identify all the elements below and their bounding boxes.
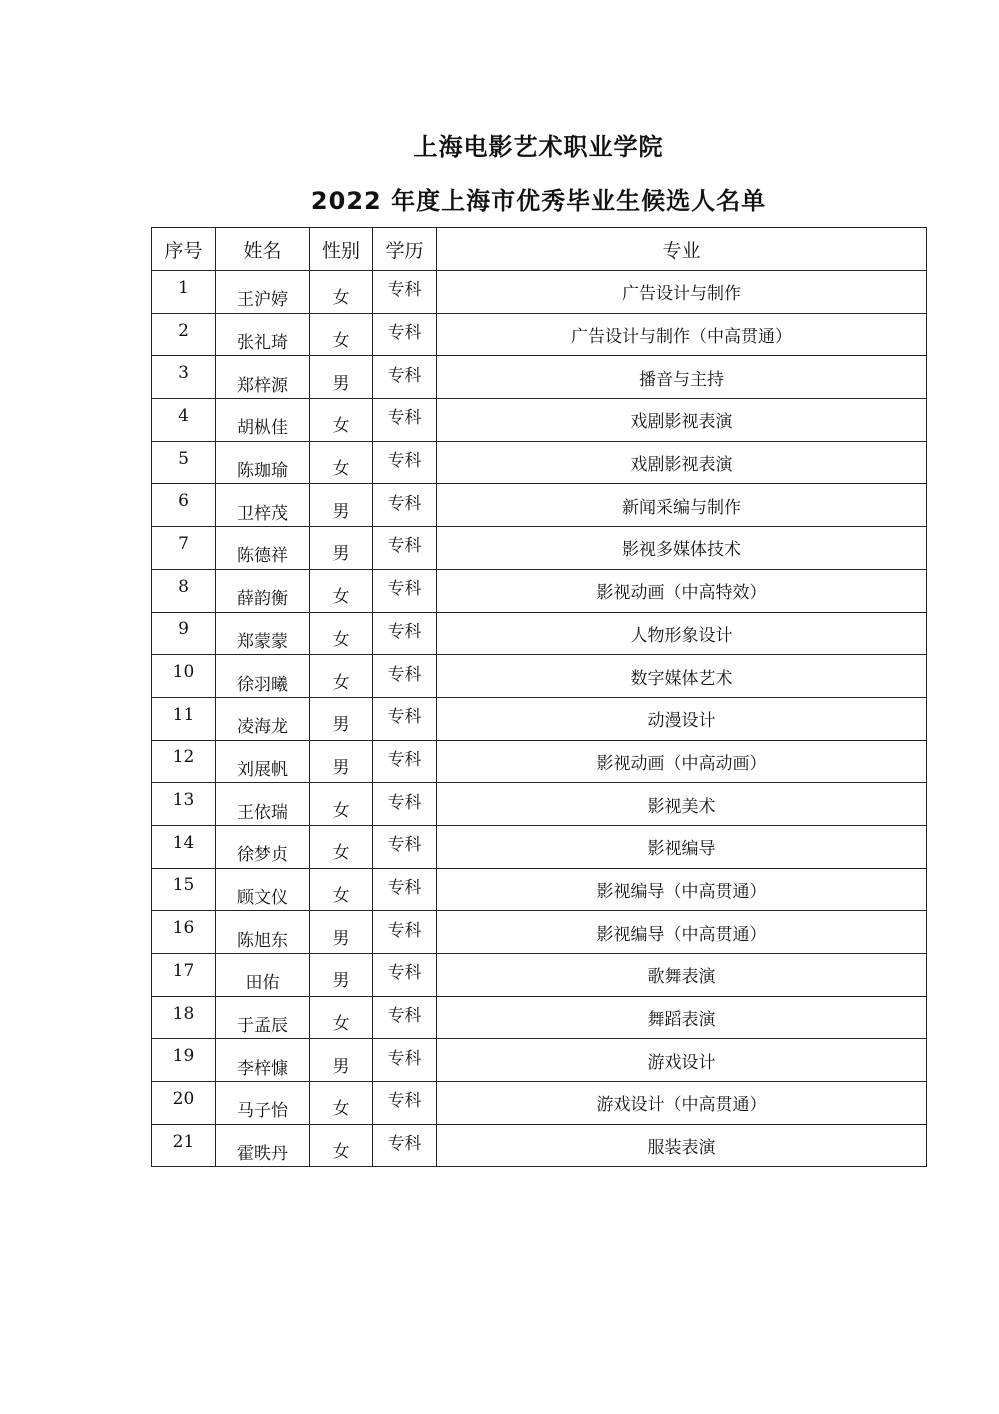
cell-major (437, 697, 927, 740)
cell-seq (152, 1039, 216, 1082)
cell-major-text: 影视动画（中高特效） (596, 583, 767, 604)
cell-name-text: 王依瑞 (237, 802, 288, 823)
cell-education (373, 740, 437, 783)
header-major: 专业 (437, 228, 927, 271)
cell-name (216, 612, 310, 655)
cell-education (373, 868, 437, 911)
cell-education (373, 271, 437, 314)
cell-gender-text: 女 (332, 587, 350, 608)
cell-gender (310, 1039, 373, 1082)
cell-name-text: 马子怡 (237, 1101, 288, 1122)
cell-major (437, 996, 927, 1039)
cell-name-text: 田佑 (245, 973, 280, 994)
cell-major-text: 游戏设计（中高贯通） (596, 1095, 767, 1116)
cell-seq-text: 20 (172, 1088, 195, 1109)
cell-education (373, 1082, 437, 1125)
cell-major (437, 740, 927, 783)
cell-gender (310, 825, 373, 868)
cell-major-text: 影视编导（中高贯通） (596, 881, 767, 902)
cell-seq (152, 527, 216, 570)
cell-education (373, 313, 437, 356)
cell-education (373, 655, 437, 698)
cell-name-text: 卫梓茂 (237, 503, 288, 524)
cell-major (437, 868, 927, 911)
cell-gender (310, 484, 373, 527)
cell-education (373, 1039, 437, 1082)
cell-seq-text: 18 (172, 1003, 195, 1024)
cell-major-text: 人物形象设计 (630, 625, 733, 646)
cell-seq (152, 356, 216, 399)
cell-major (437, 527, 927, 570)
cell-name (216, 399, 310, 442)
table-row (152, 996, 927, 1039)
cell-major-text: 影视多媒体技术 (622, 540, 741, 561)
cell-seq-text: 13 (172, 790, 195, 811)
cell-gender-text: 男 (332, 928, 350, 949)
cell-name-text: 王沪婷 (237, 290, 288, 311)
table-row (152, 825, 927, 868)
cell-seq-text: 10 (172, 662, 195, 683)
table-row (152, 1039, 927, 1082)
cell-gender-text: 男 (332, 1056, 350, 1077)
cell-education-text: 专科 (387, 408, 422, 429)
cell-gender (310, 441, 373, 484)
cell-education-text: 专科 (387, 664, 422, 685)
cell-name-text: 郑梓源 (237, 375, 288, 396)
cell-major-text: 影视美术 (647, 796, 716, 817)
cell-name-text: 凌海龙 (237, 717, 288, 738)
cell-education-text: 专科 (387, 323, 422, 344)
cell-seq (152, 441, 216, 484)
cell-major-text: 影视编导（中高贯通） (596, 924, 767, 945)
cell-education-text: 专科 (387, 1134, 422, 1155)
cell-name-text: 郑蒙蒙 (237, 631, 288, 652)
cell-education-text: 专科 (387, 451, 422, 472)
cell-name-text: 于孟辰 (237, 1016, 288, 1037)
cell-major-text: 影视编导 (647, 839, 716, 860)
cell-education (373, 1124, 437, 1167)
cell-seq-text: 11 (172, 704, 195, 725)
cell-name (216, 527, 310, 570)
cell-major-text: 戏剧影视表演 (630, 412, 733, 433)
cell-education (373, 569, 437, 612)
cell-major (437, 313, 927, 356)
cell-seq (152, 1082, 216, 1125)
cell-education-text: 专科 (387, 579, 422, 600)
table-row (152, 569, 927, 612)
cell-seq (152, 1124, 216, 1167)
header-seq: 序号 (152, 228, 216, 271)
table-row (152, 612, 927, 655)
cell-education-text: 专科 (387, 1091, 422, 1112)
cell-gender-text: 男 (332, 971, 350, 992)
cell-education (373, 484, 437, 527)
cell-major (437, 954, 927, 997)
cell-seq (152, 697, 216, 740)
cell-name-text: 陈珈瑜 (237, 461, 288, 482)
cell-education (373, 399, 437, 442)
cell-seq (152, 484, 216, 527)
cell-education-text: 专科 (387, 536, 422, 557)
cell-education-text: 专科 (387, 920, 422, 941)
cell-major-text: 广告设计与制作 (622, 284, 741, 305)
cell-major-text: 歌舞表演 (647, 967, 716, 988)
cell-major-text: 新闻采编与制作 (622, 497, 741, 518)
table-row (152, 954, 927, 997)
cell-seq (152, 996, 216, 1039)
cell-major (437, 825, 927, 868)
cell-education (373, 612, 437, 655)
cell-gender (310, 612, 373, 655)
cell-major (437, 441, 927, 484)
cell-seq (152, 740, 216, 783)
cell-seq (152, 313, 216, 356)
cell-major-text: 数字媒体艺术 (630, 668, 733, 689)
cell-major (437, 1124, 927, 1167)
cell-major-text: 影视动画（中高动画） (596, 753, 767, 774)
table-row (152, 1124, 927, 1167)
cell-gender (310, 527, 373, 570)
cell-gender-text: 女 (332, 331, 350, 352)
cell-seq-text: 15 (172, 875, 195, 896)
cell-education-text: 专科 (387, 493, 422, 514)
table-row (152, 1082, 927, 1125)
cell-seq-text: 6 (178, 491, 189, 512)
cell-gender (310, 569, 373, 612)
table-row (152, 313, 927, 356)
cell-seq-text: 9 (178, 619, 189, 640)
cell-gender (310, 697, 373, 740)
cell-major (437, 399, 927, 442)
cell-education (373, 356, 437, 399)
cell-education (373, 697, 437, 740)
cell-seq (152, 655, 216, 698)
cell-gender-text: 女 (332, 416, 350, 437)
cell-seq (152, 271, 216, 314)
cell-education (373, 783, 437, 826)
cell-seq-text: 2 (178, 320, 189, 341)
cell-seq-text: 14 (172, 832, 195, 853)
cell-seq-text: 12 (172, 747, 195, 768)
cell-name (216, 740, 310, 783)
cell-gender-text: 男 (332, 757, 350, 778)
cell-name (216, 271, 310, 314)
cell-name (216, 825, 310, 868)
cell-name (216, 1082, 310, 1125)
cell-education-text: 专科 (387, 365, 422, 386)
cell-major (437, 569, 927, 612)
cell-name (216, 783, 310, 826)
cell-major-text: 戏剧影视表演 (630, 455, 733, 476)
cell-seq-text: 17 (172, 960, 195, 981)
candidate-table (151, 227, 927, 1167)
cell-seq-text: 7 (178, 533, 189, 554)
cell-major (437, 1082, 927, 1125)
cell-name-text: 霍昳丹 (237, 1144, 288, 1165)
header-education: 学历 (373, 228, 437, 271)
cell-gender-text: 女 (332, 459, 350, 480)
document-title: 上海电影艺术职业学院 (413, 133, 664, 161)
table-row (152, 527, 927, 570)
cell-seq-text: 16 (172, 918, 195, 939)
cell-seq (152, 868, 216, 911)
table-body (152, 271, 927, 1167)
table-row (152, 697, 927, 740)
table-row (152, 484, 927, 527)
cell-major-text: 广告设计与制作（中高贯通） (571, 327, 792, 348)
cell-education-text: 专科 (387, 1006, 422, 1027)
cell-seq (152, 612, 216, 655)
cell-seq-text: 4 (178, 405, 189, 426)
cell-gender (310, 868, 373, 911)
cell-major-text: 服装表演 (647, 1138, 716, 1159)
cell-gender-text: 女 (332, 1099, 350, 1120)
cell-gender (310, 1082, 373, 1125)
cell-education-text: 专科 (387, 621, 422, 642)
cell-gender-text: 男 (332, 373, 350, 394)
cell-education-text: 专科 (387, 1048, 422, 1069)
table-row (152, 356, 927, 399)
cell-name-text: 胡枞佳 (237, 418, 288, 439)
cell-name (216, 911, 310, 954)
cell-gender-text: 男 (332, 715, 350, 736)
cell-name-text: 陈旭东 (237, 930, 288, 951)
table-row (152, 868, 927, 911)
cell-seq-text: 3 (178, 363, 189, 384)
cell-gender (310, 356, 373, 399)
table-header-row (152, 228, 927, 271)
document-subtitle: 2022 年度上海市优秀毕业生候选人名单 (310, 187, 767, 215)
cell-name (216, 996, 310, 1039)
cell-name-text: 徐羽曦 (237, 674, 288, 695)
cell-education (373, 441, 437, 484)
header-gender: 性别 (310, 228, 373, 271)
table-row (152, 783, 927, 826)
cell-gender-text: 女 (332, 288, 350, 309)
cell-gender (310, 313, 373, 356)
cell-name (216, 697, 310, 740)
cell-name (216, 569, 310, 612)
cell-education (373, 825, 437, 868)
cell-seq-text: 5 (178, 448, 189, 469)
cell-major (437, 612, 927, 655)
header-name: 姓名 (216, 228, 310, 271)
cell-gender (310, 740, 373, 783)
cell-name (216, 484, 310, 527)
cell-education-text: 专科 (387, 835, 422, 856)
cell-seq (152, 783, 216, 826)
cell-gender-text: 男 (332, 544, 350, 565)
cell-name (216, 868, 310, 911)
cell-name (216, 356, 310, 399)
cell-gender-text: 女 (332, 885, 350, 906)
cell-gender-text: 女 (332, 843, 350, 864)
cell-seq (152, 954, 216, 997)
cell-education-text: 专科 (387, 749, 422, 770)
cell-name (216, 441, 310, 484)
table-row (152, 740, 927, 783)
cell-name-text: 顾文仪 (237, 887, 288, 908)
cell-seq (152, 825, 216, 868)
cell-education-text: 专科 (387, 877, 422, 898)
cell-major (437, 271, 927, 314)
cell-name-text: 张礼琦 (237, 333, 288, 354)
cell-major (437, 783, 927, 826)
cell-major (437, 356, 927, 399)
cell-education (373, 527, 437, 570)
cell-education-text: 专科 (387, 963, 422, 984)
cell-name-text: 李梓慷 (237, 1058, 288, 1079)
cell-education (373, 911, 437, 954)
cell-education-text: 专科 (387, 707, 422, 728)
cell-seq (152, 911, 216, 954)
cell-name (216, 954, 310, 997)
table-row (152, 271, 927, 314)
cell-education (373, 954, 437, 997)
cell-name-text: 刘展帆 (237, 759, 288, 780)
cell-name (216, 313, 310, 356)
cell-name (216, 655, 310, 698)
table-row (152, 441, 927, 484)
cell-name-text: 陈德祥 (237, 546, 288, 567)
cell-gender (310, 399, 373, 442)
cell-gender-text: 女 (332, 1014, 350, 1035)
cell-major-text: 游戏设计 (647, 1052, 716, 1073)
cell-major-text: 播音与主持 (639, 369, 724, 390)
cell-gender (310, 655, 373, 698)
cell-gender (310, 996, 373, 1039)
cell-gender (310, 954, 373, 997)
cell-major-text: 动漫设计 (647, 711, 716, 732)
cell-seq-text: 1 (178, 277, 189, 298)
cell-name (216, 1124, 310, 1167)
cell-major (437, 1039, 927, 1082)
table-row (152, 655, 927, 698)
cell-major (437, 911, 927, 954)
cell-gender-text: 女 (332, 800, 350, 821)
cell-seq-text: 19 (172, 1046, 195, 1067)
cell-name-text: 薛韵衡 (237, 589, 288, 610)
cell-gender-text: 女 (332, 1142, 350, 1163)
cell-gender-text: 女 (332, 629, 350, 650)
cell-gender-text: 男 (332, 501, 350, 522)
cell-gender-text: 女 (332, 672, 350, 693)
cell-name-text: 徐梦贞 (237, 845, 288, 866)
cell-name (216, 1039, 310, 1082)
cell-major (437, 484, 927, 527)
table-row (152, 911, 927, 954)
cell-gender (310, 1124, 373, 1167)
cell-education-text: 专科 (387, 792, 422, 813)
table-row (152, 399, 927, 442)
cell-seq-text: 21 (172, 1131, 195, 1152)
cell-seq (152, 569, 216, 612)
cell-seq-text: 8 (178, 576, 189, 597)
cell-gender (310, 271, 373, 314)
cell-major-text: 舞蹈表演 (647, 1010, 716, 1031)
cell-gender (310, 783, 373, 826)
cell-seq (152, 399, 216, 442)
cell-education (373, 996, 437, 1039)
cell-education-text: 专科 (387, 280, 422, 301)
cell-gender (310, 911, 373, 954)
cell-major (437, 655, 927, 698)
